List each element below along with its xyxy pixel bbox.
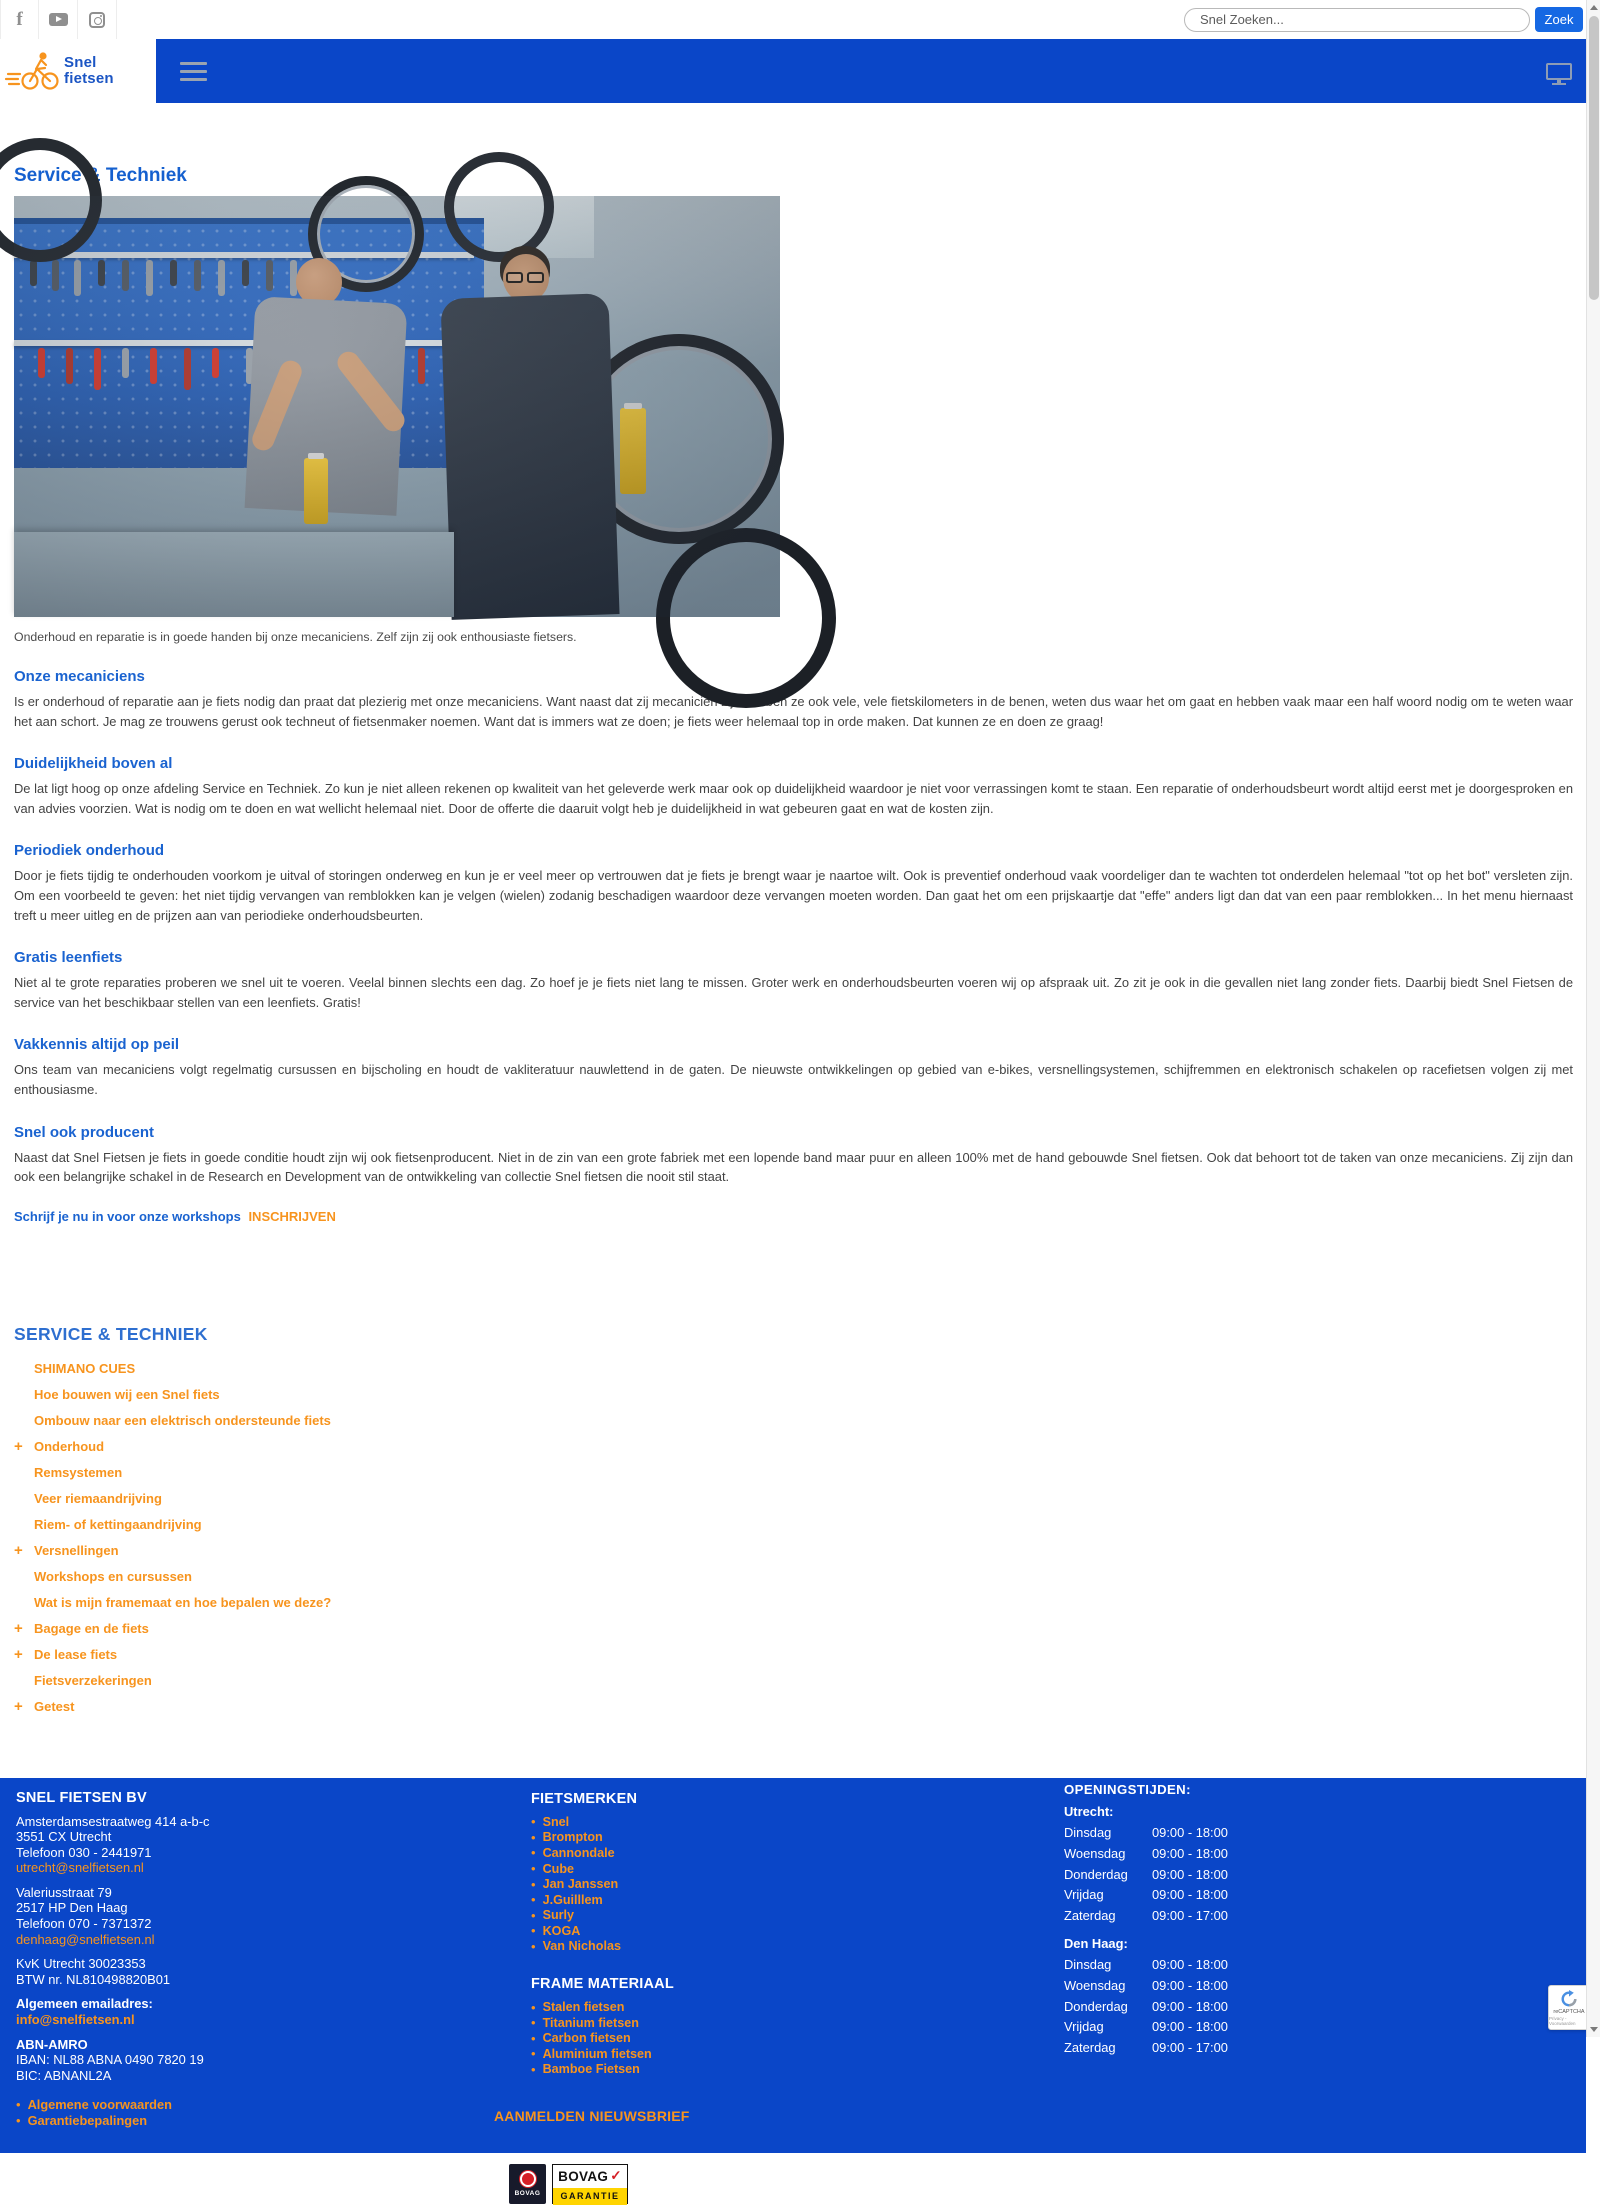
subnav-link[interactable]: Bagage en de fiets xyxy=(34,1621,149,1637)
footer-list-item xyxy=(16,2097,209,2113)
subnav-item[interactable] xyxy=(14,1564,1573,1590)
subnav-items xyxy=(14,1356,1573,1720)
subnav-item[interactable] xyxy=(14,1408,1573,1434)
footer-link[interactable]: • Garantiebepalingen xyxy=(27,2113,148,2129)
footer-link[interactable]: • Titanium fietsen xyxy=(542,2015,639,2030)
time-value: 09:00 - 18:00 xyxy=(1152,1866,1228,1882)
time-value: 09:00 - 18:00 xyxy=(1152,1977,1228,1993)
section-heading: Snel ook producent xyxy=(14,1123,155,1141)
scroll-up-arrow[interactable] xyxy=(1587,0,1601,15)
youtube-icon[interactable] xyxy=(39,0,78,39)
footer-list-item xyxy=(531,1939,674,1955)
hours-table-utrecht xyxy=(1064,1825,1228,1929)
scroll-down-arrow[interactable] xyxy=(1587,2022,1601,2037)
footer-list-item xyxy=(531,2015,674,2031)
main-content xyxy=(0,165,1586,1720)
day-label: Zaterdag xyxy=(1064,2040,1116,2056)
footer-hours-column xyxy=(1064,1782,1228,2061)
general-email-label: Algemeen emailadres: xyxy=(16,1996,153,2012)
time-value: 09:00 - 18:00 xyxy=(1152,1956,1228,1972)
subnav-item[interactable] xyxy=(14,1538,1573,1564)
site-search xyxy=(1184,7,1586,32)
footer-list-item xyxy=(531,1923,674,1939)
workshops-cta-text: Schrijf je nu in voor onze workshops xyxy=(14,1208,241,1224)
footer-list-item xyxy=(531,1814,674,1830)
instagram-glyph xyxy=(89,12,105,28)
utrecht-email-link[interactable]: utrecht@snelfietsen.nl xyxy=(16,1860,144,1876)
scrollbar[interactable] xyxy=(1586,0,1600,2037)
bovag-lid-label: BOVAG xyxy=(514,2189,541,2197)
subnav-item[interactable] xyxy=(14,1434,1573,1460)
subnav-link[interactable]: SHIMANO CUES xyxy=(34,1361,136,1377)
bovag-lid-logo xyxy=(509,2164,546,2204)
time-value: 09:00 - 18:00 xyxy=(1152,1845,1228,1861)
hours-table-denhaag xyxy=(1064,1957,1228,2061)
photo-vignette xyxy=(14,196,780,617)
footer-list-item xyxy=(531,1830,674,1846)
day-label: Dinsdag xyxy=(1064,1824,1112,1840)
footer-text-line: IBAN: NL88 ABNA 0490 7820 19 xyxy=(16,2052,204,2068)
subnav-link[interactable]: Hoe bouwen wij een Snel fiets xyxy=(34,1387,220,1403)
footer-link[interactable]: • Carbon fietsen xyxy=(542,2031,631,2046)
brand-line1: Snel xyxy=(64,54,97,71)
footer-link[interactable]: • Jan Janssen xyxy=(542,1877,619,1892)
article-sections xyxy=(14,668,1573,1187)
plus-icon[interactable]: + xyxy=(14,1542,23,1560)
subnav-link[interactable]: Veer riemaandrijving xyxy=(34,1491,162,1507)
day-label: Dinsdag xyxy=(1064,1956,1112,1972)
subnav-item[interactable] xyxy=(14,1460,1573,1486)
subnav-item[interactable] xyxy=(14,1382,1573,1408)
section-heading: Periodiek onderhoud xyxy=(14,842,165,860)
subnav-link[interactable]: Onderhoud xyxy=(34,1439,105,1455)
footer-company-heading: SNEL FIETSEN BV xyxy=(16,1789,147,1806)
plus-icon[interactable]: + xyxy=(14,1620,23,1638)
opening-hours-row xyxy=(1064,1999,1228,2020)
footer-text-line: BIC: ABNANL2A xyxy=(16,2067,112,2083)
bicycle-icon xyxy=(6,51,58,91)
brand-logo[interactable] xyxy=(0,39,156,103)
certification-strip xyxy=(0,2153,1586,2202)
footer-link[interactable]: • J.Guilllem xyxy=(542,1892,603,1907)
recaptcha-icon xyxy=(1560,1990,1578,2008)
plus-icon[interactable]: + xyxy=(14,1698,23,1716)
footer-text-line: BTW nr. NL810498820B01 xyxy=(16,1971,171,1987)
search-input[interactable] xyxy=(1184,8,1530,32)
footer-list-item xyxy=(531,1861,674,1877)
day-label: Woensdag xyxy=(1064,1977,1126,1993)
section-heading: Duidelijkheid boven al xyxy=(14,755,173,773)
opening-hours-row xyxy=(1064,1957,1228,1978)
footer-link[interactable]: • Cube xyxy=(542,1861,575,1876)
footer-text-line: Amsterdamsestraatweg 414 a-b-c xyxy=(16,1813,210,1829)
subnav-item[interactable] xyxy=(14,1694,1573,1720)
brands-heading: FIETSMERKEN xyxy=(531,1790,638,1807)
footer-link[interactable]: • Surly xyxy=(542,1908,575,1923)
footer-list-item xyxy=(531,1892,674,1908)
opening-hours-row xyxy=(1064,1867,1228,1888)
material-list xyxy=(531,1999,674,2077)
footer-brands-column xyxy=(531,1791,674,2077)
hours-city-utrecht: Utrecht: xyxy=(1064,1803,1114,1819)
general-email-link[interactable]: info@snelfietsen.nl xyxy=(16,2012,135,2028)
time-value: 09:00 - 17:00 xyxy=(1152,2040,1228,2056)
brand-line2: fietsen xyxy=(64,70,114,87)
company-registration xyxy=(16,1956,209,1987)
plus-icon[interactable]: + xyxy=(14,1438,23,1456)
main-navbar xyxy=(156,39,1586,103)
section-paragraph: Ons team van mecaniciens volgt regelmatig cursussen en bijscholing en houdt de vakliteratuur nauwlettend in de gaten. De nieuwste ontwikkelingen op gebied van e-bikes, versnellingsystemen, schijfremmen en elektronisch schakelen op racefietsen volgen zij met enthousiasme. xyxy=(14,1062,1573,1098)
section-paragraph: Door je fiets tijdig te onderhouden voorkom je uitval of storingen onderweg en kun je er veel meer op vertrouwen dat je fiets je brengt waar je naartoe wilt. Ook is preventief onderhoud vaak voordeliger dan te wachten tot onderdelen helemaal "tot op het bot" versleten zijn. Om een voorbeeld te geven: het niet tijdig vervangen van remblokken kan je velgen (wielen) zodanig beschadigen waardoor deze vervangen moeten worden. Dan gaat het om een prijskaartje dat "effe" anders ligt dan dat van een paar remblokken... In het menu hiernaast treft u meer uitleg en de prijzen aan van periodieke onderhoudsbeurten. xyxy=(14,868,1573,923)
footer-link[interactable]: • Brompton xyxy=(542,1830,603,1845)
utrecht-address xyxy=(16,1814,209,1876)
facebook-glyph: f xyxy=(16,8,23,30)
subnav-item[interactable] xyxy=(14,1590,1573,1616)
footer-link[interactable]: • Algemene voorwaarden xyxy=(27,2097,172,2113)
topbar xyxy=(0,0,1586,39)
footer-text-line: 3551 CX Utrecht xyxy=(16,1829,112,1845)
bovag-circle-icon xyxy=(520,2171,536,2187)
day-label: Zaterdag xyxy=(1064,1908,1116,1924)
workshop-photo xyxy=(14,196,780,617)
workshops-cta xyxy=(14,1209,1573,1224)
footer-link[interactable]: • Snel xyxy=(542,1814,570,1829)
opening-hours-row xyxy=(1064,1908,1228,1929)
footer-text-line: KvK Utrecht 30023353 xyxy=(16,1956,146,1972)
section-heading: Vakkennis altijd op peil xyxy=(14,1036,180,1054)
footer-text-line: Valeriusstraat 79 xyxy=(16,1884,112,1900)
day-label: Vrijdag xyxy=(1064,2019,1104,2035)
materials-heading: FRAME MATERIAAL xyxy=(531,1976,674,1993)
footer-link[interactable]: • KOGA xyxy=(542,1923,581,1938)
newsletter-link[interactable]: AANMELDEN NIEUWSBRIEF xyxy=(494,2107,690,2124)
opening-hours-row xyxy=(1064,2040,1228,2061)
section-heading: Gratis leenfiets xyxy=(14,949,123,967)
footer-link[interactable]: • Aluminium fietsen xyxy=(542,2046,652,2061)
opening-hours-row xyxy=(1064,2019,1228,2040)
bovag-garantie-bottom: GARANTIE xyxy=(553,2188,627,2205)
denhaag-email-link[interactable]: denhaag@snelfietsen.nl xyxy=(16,1931,155,1947)
bank-details xyxy=(16,2037,209,2084)
bovag-garantie-logo xyxy=(552,2164,628,2204)
service-subnav xyxy=(14,1324,1573,1720)
opening-hours-row xyxy=(1064,1978,1228,1999)
day-label: Woensdag xyxy=(1064,1845,1126,1861)
footer-company-column xyxy=(16,1791,209,2129)
hours-city-denhaag: Den Haag: xyxy=(1064,1935,1128,1951)
search-button[interactable]: Zoek xyxy=(1535,7,1583,32)
subnav-heading: SERVICE & TECHNIEK xyxy=(14,1323,208,1344)
general-email xyxy=(16,1996,209,2027)
subnav-link[interactable]: Ombouw naar een elektrisch ondersteunde fiets xyxy=(34,1413,331,1429)
denhaag-address xyxy=(16,1885,209,1947)
opening-hours-row xyxy=(1064,1846,1228,1867)
time-value: 09:00 - 18:00 xyxy=(1152,1998,1228,2014)
subnav-item[interactable] xyxy=(14,1616,1573,1642)
section-paragraph: Is er onderhoud of reparatie aan je fiets nodig dan praat dat plezierig met onze mecaniciens. Want naast dat zij mecanicien zijn hebben ze ook vele, vele fietskilometers in de benen, weten dus waar het om gaat en hebben vaak maar een half woord nodig om te weten waar het aan schort. Je mag ze trouwens gerust ook techneut of fietsenmaker noemen. Want dat is immers wat ze doen; je fiets weer helemaal top in orde maken. Dat kunnen ze en doen ze graag! xyxy=(14,694,1573,729)
subnav-link[interactable]: Workshops en cursussen xyxy=(34,1569,192,1585)
subnav-link[interactable]: De lease fiets xyxy=(34,1647,118,1663)
subnav-item[interactable] xyxy=(14,1642,1573,1668)
social-links xyxy=(0,0,117,39)
instagram-icon[interactable] xyxy=(78,0,117,39)
section-heading: Onze mecaniciens xyxy=(14,668,145,685)
subnav-link[interactable]: Getest xyxy=(34,1699,75,1715)
time-value: 09:00 - 17:00 xyxy=(1152,1908,1228,1924)
inschrijven-link[interactable]: INSCHRIJVEN xyxy=(248,1208,336,1224)
time-value: 09:00 - 18:00 xyxy=(1152,1887,1228,1903)
subnav-item[interactable] xyxy=(14,1486,1573,1512)
subnav-link[interactable]: Remsystemen xyxy=(34,1465,123,1481)
brand-list xyxy=(531,1814,674,1954)
footer-list-item xyxy=(531,1845,674,1861)
subnav-link[interactable]: Fietsverzekeringen xyxy=(34,1673,152,1689)
time-value: 09:00 - 18:00 xyxy=(1152,2019,1228,2035)
footer-link[interactable]: • Van Nicholas xyxy=(542,1939,621,1954)
day-label: Donderdag xyxy=(1064,1866,1128,1882)
subnav-link[interactable]: Wat is mijn framemaat en hoe bepalen we deze? xyxy=(34,1595,332,1611)
footer-list-item xyxy=(531,1876,674,1892)
footer-link[interactable]: • Stalen fietsen xyxy=(542,2000,625,2015)
time-value: 09:00 - 18:00 xyxy=(1152,1824,1228,1840)
menu-icon[interactable] xyxy=(180,62,207,81)
scrollbar-thumb[interactable] xyxy=(1589,16,1599,300)
legal-links xyxy=(16,2097,209,2128)
footer-list-item xyxy=(531,2046,674,2062)
footer xyxy=(0,1778,1586,2153)
recaptcha-privacy-terms: Privacy - Voorwaarden xyxy=(1549,2015,1576,2026)
opening-hours-row xyxy=(1064,1825,1228,1846)
bovag-garantie-top: BOVAG ✓ xyxy=(553,2165,627,2188)
subnav-link[interactable]: Riem- of kettingaandrijving xyxy=(34,1517,202,1533)
page-title: Service & Techniek xyxy=(14,165,187,186)
footer-list-item xyxy=(531,1999,674,2015)
facebook-icon[interactable] xyxy=(0,0,39,39)
footer-link[interactable]: • Cannondale xyxy=(542,1845,615,1860)
footer-list-item xyxy=(531,1907,674,1923)
opening-hours-row xyxy=(1064,1887,1228,1908)
footer-text-line: 2517 HP Den Haag xyxy=(16,1900,128,1916)
recaptcha-label: reCAPTCHA xyxy=(1553,2008,1585,2015)
subnav-link[interactable]: Versnellingen xyxy=(34,1543,119,1559)
recaptcha-badge[interactable] xyxy=(1548,1985,1590,2030)
display-icon[interactable] xyxy=(1546,63,1572,80)
youtube-glyph xyxy=(49,13,68,26)
subnav-item[interactable] xyxy=(14,1668,1573,1694)
subnav-item[interactable] xyxy=(14,1512,1573,1538)
photo-caption: Onderhoud en reparatie is in goede handen bij onze mecaniciens. Zelf zijn zij ook enthousiaste fietsers. xyxy=(14,630,577,644)
footer-list-item xyxy=(531,2062,674,2078)
footer-list-item xyxy=(16,2113,209,2129)
footer-list-item xyxy=(531,2030,674,2046)
section-paragraph: Niet al te grote reparaties proberen we snel uit te voeren. Veelal binnen slechts een dag. Zo hoef je je fiets niet lang te missen. Groter werk en onderhoudsbeurten voeren wij op afspraak uit. Zo zit je ook in die gevallen niet lang zonder fiets. Daarbij biedt Snel Fietsen de service van het beschikbaar stellen van een leenfiets. Gratis! xyxy=(14,975,1573,1010)
subnav-item[interactable] xyxy=(14,1356,1573,1382)
footer-text-line: Telefoon 030 - 2441971 xyxy=(16,1844,152,1860)
footer-text-line: Telefoon 070 - 7371372 xyxy=(16,1916,152,1932)
section-paragraph: Naast dat Snel Fietsen je fiets in goede conditie houdt zijn wij ook fietsenproducent. Niet in de zin van een grote fabriek met een lopende band maar puur en alleen 100% met de hand gebouwde Snel fietsen. Ook dat behoort tot de taken van onze mecaniciens. Zij zijn dan ook een belangrijke schakel in de Research en Development van de ontwikkeling van collectie Snel fietsen die nooit stil staat. xyxy=(14,1149,1573,1185)
section-paragraph: De lat ligt hoog op onze afdeling Service en Techniek. Zo kun je niet alleen rekenen op kwaliteit van het geleverde werk maar ook op duidelijkheid waardoor je niet voor verrassingen komt te staan. Een reparatie of onderhoudsbeurt wordt altijd eerst met je doorgesproken en van advies voorzien. Wat is nodig om te doen en wat wellicht helemaal niet. Door de offerte die daaruit volgt heb je duidelijkheid in wat gebeuren gaat en wat de kosten zijn. xyxy=(14,781,1573,816)
day-label: Vrijdag xyxy=(1064,1887,1104,1903)
header-row xyxy=(0,39,1586,103)
plus-icon[interactable]: + xyxy=(14,1646,23,1664)
bank-name: ABN-AMRO xyxy=(16,2036,88,2052)
footer-link[interactable]: • Bamboe Fietsen xyxy=(542,2062,640,2077)
hours-heading: OPENINGSTIJDEN: xyxy=(1064,1781,1191,1797)
day-label: Donderdag xyxy=(1064,1998,1128,2014)
